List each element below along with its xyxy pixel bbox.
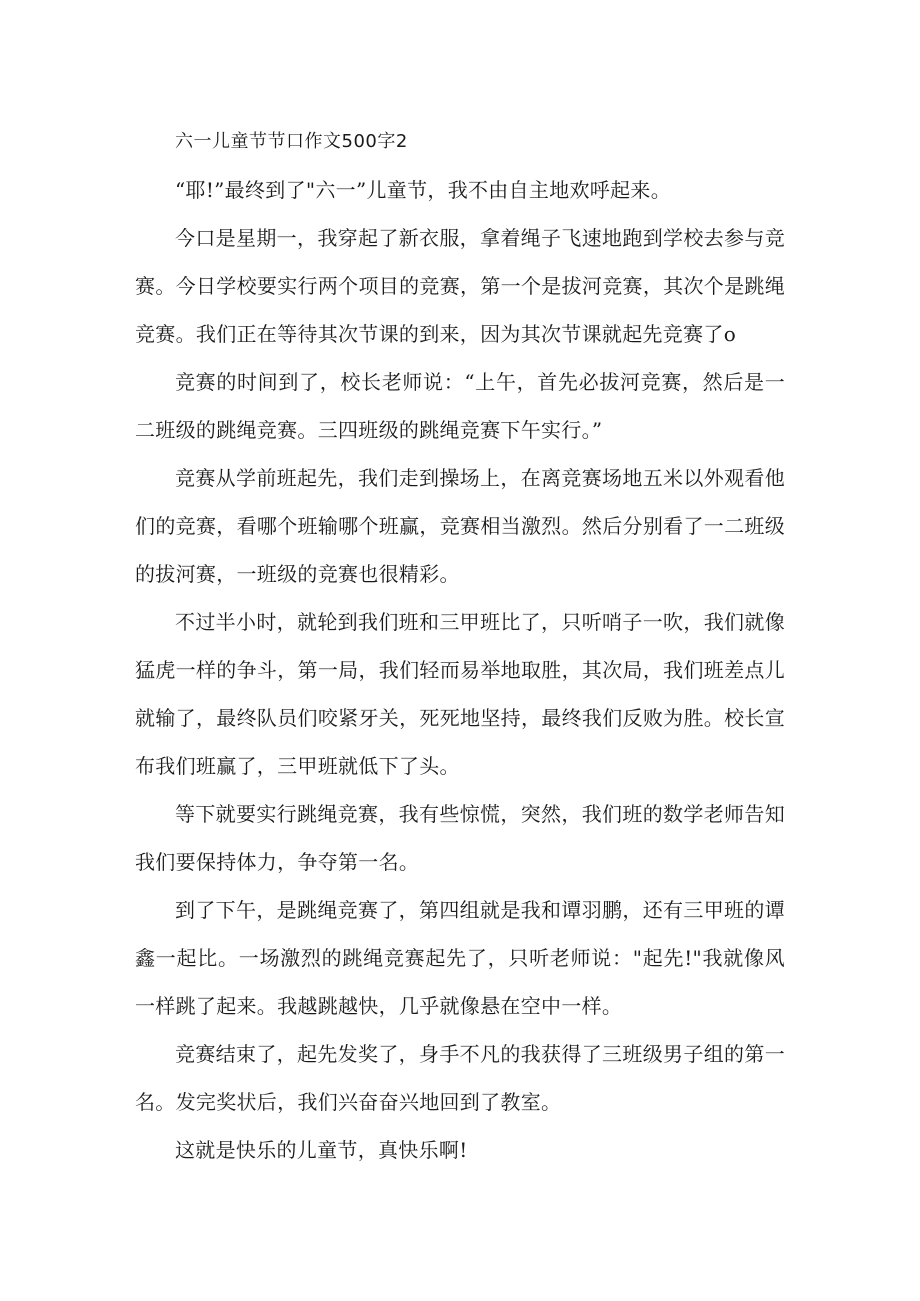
paragraph-7: 到了下午，是跳绳竞赛了，第四组就是我和谭羽鹏，还有三甲班的谭鑫一起比。一场激烈的跳绳竞赛起先了，只听老师说："起先!"我就像风一样跳了起来。我越跳越快，几乎就像悬在空中一样。	[135, 898, 785, 1018]
paragraph-5: 不过半小时，就轮到我们班和三甲班比了，只听哨子一吹，我们就像猛虎一样的争斗，第一局，我们轻而易举地取胜，其次局，我们班差点儿就输了，最终队员们咬紧牙关，死死地坚持，最终我们反败为胜。校长宣布我们班赢了，三甲班就低下了头。	[135, 610, 785, 778]
paragraph-9: 这就是快乐的儿童节，真快乐啊!	[175, 1138, 468, 1162]
paragraph-2: 今口是星期一，我穿起了新衣服，拿着绳子飞速地跑到学校去参与竞赛。今日学校要实行两个项目的竞赛，第一个是拔河竞赛，其次个是跳绳竞赛。我们正在等待其次节课的到来，因为其次节课就起先竞赛了o	[135, 226, 785, 346]
paragraph-4: 竞赛从学前班起先，我们走到操场上，在离竞赛场地五米以外观看他们的竞赛，看哪个班输哪个班赢，竞赛相当激烈。然后分别看了一二班级的拔河赛，一班级的竞赛也很精彩。	[135, 466, 785, 586]
document-body	[135, 118, 785, 1174]
paragraph-1: “耶!”最终到了"六一”儿童节，我不由自主地欢呼起来。	[175, 178, 672, 202]
paragraph-8: 竞赛结束了，起先发奖了，身手不凡的我获得了三班级男子组的第一名。发完奖状后，我们兴奋奋兴地回到了教室。	[135, 1042, 785, 1114]
paragraph-6: 等下就要实行跳绳竞赛，我有些惊慌，突然，我们班的数学老师告知我们要保持体力，争夺第一名。	[135, 802, 785, 874]
document-title: 六一儿童节节口作文500字2	[175, 131, 408, 152]
paragraph-3: 竞赛的时间到了，校长老师说：“上午，首先必拔河竞赛，然后是一二班级的跳绳竞赛。三四班级的跳绳竞赛下午实行。”	[135, 370, 785, 442]
